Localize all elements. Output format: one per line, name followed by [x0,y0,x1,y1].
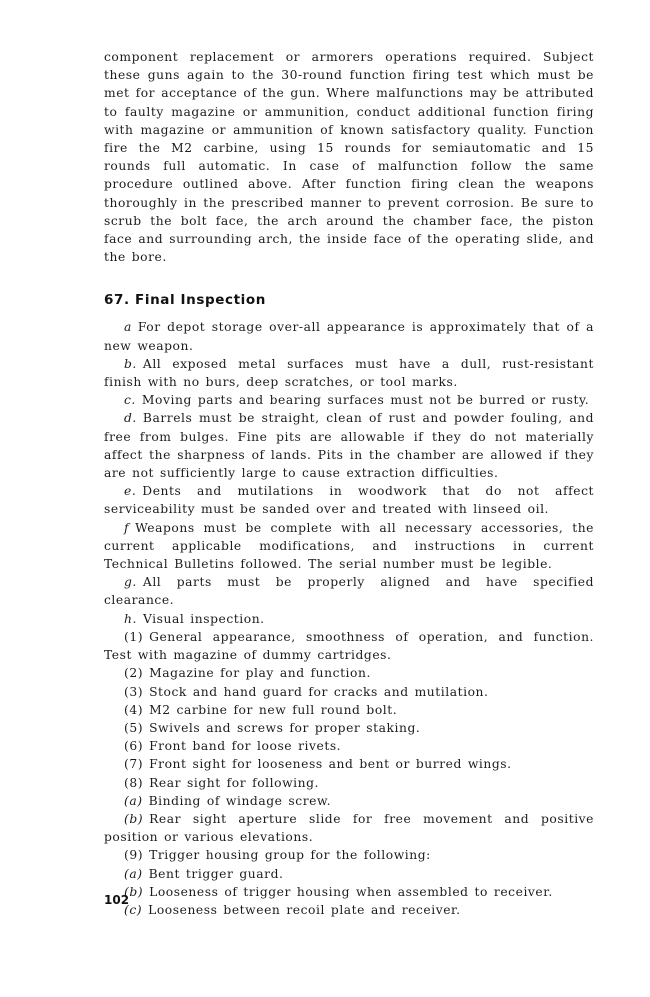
subitem-9c [104,901,594,919]
document-page [104,48,594,919]
subitem-text: Magazine for play and function. [149,666,371,681]
subitem-6 [104,737,594,755]
subitem-label: (b) [124,884,144,899]
paragraph-text: Weapons must be complete with all necessary accessories, the current applicable modifications, and instructions in current Technical Bulletins followed. The serial number must be legible. [104,520,594,572]
subitem-label: (8) [124,775,144,790]
paragraph-d [104,409,594,482]
subitem-label: (2) [124,666,144,681]
paragraph-label: c. [124,393,136,408]
subitem-label: (a) [124,866,143,881]
subitem-1 [104,628,594,664]
section-heading: 67. Final Inspection [104,292,266,309]
subitem-label: (4) [124,702,144,717]
paragraph-text: Moving parts and bearing surfaces must not be burred or rusty. [141,393,590,408]
paragraph-label: h. [124,611,137,626]
subitem-label: (3) [124,684,144,699]
subitem-3 [104,683,594,701]
subitem-text: Trigger housing group for the following: [149,848,431,863]
subitem-text: Looseness of trigger housing when assembled to receiver. [149,884,553,899]
paragraph-text: For depot storage over-all appearance is approximately that of a new weapon. [104,320,594,353]
paragraph-label: e. [124,484,137,499]
subitem-9 [104,846,594,864]
subitem-label: (7) [124,757,144,772]
subitem-2 [104,664,594,682]
paragraph-g [104,573,594,609]
subitem-text: Front sight for looseness and bent or burred wings. [149,757,512,772]
intro-paragraph: component replacement or armorers operations required. Subject these guns again to the 30-round function firing test which must be met for acceptance of the gun. Where malfunctions may be attributed to faulty magazine or ammunition, conduct additional function firing with magazine or ammunition of known satisfactory quality. Function fire the M2 carbine, using 15 rounds for semiautomatic and 15 rounds full automatic. In case of malfunction follow the same procedure outlined above. After function firing clean the weapons thoroughly in the prescribed manner to prevent corrosion. Be sure to scrub the bolt face, the arch around the chamber face, the piston face and surrounding arch, the inside face of the operating slide, and the bore. [104,50,594,265]
paragraph-c [104,391,594,409]
paragraph-e [104,482,594,518]
subitem-label: (6) [124,739,144,754]
subitem-label: (b) [124,811,144,826]
paragraph-text: Barrels must be straight, clean of rust and powder fouling, and free from bulges. Fine pits are allowable if they do not materially affect the sharpness of lands. Pits in the chamber are allowed if they are not sufficiently large to cause extraction difficulties. [104,411,594,481]
subitem-4 [104,701,594,719]
subitem-text: Stock and hand guard for cracks and mutilation. [149,684,489,699]
subitem-9a [104,865,594,883]
subitem-text: M2 carbine for new full round bolt. [149,702,398,717]
subitem-label: (c) [124,902,143,917]
paragraph-text: All exposed metal surfaces must have a dull, rust-resistant finish with no burs, deep scratches, or tool marks. [104,356,594,390]
subitem-text: Binding of windage screw. [148,793,332,808]
subitem-9b [104,883,594,901]
subitem-text: Front band for loose rivets. [149,739,342,754]
subitem-text: Looseness between recoil plate and receiver. [148,902,461,917]
subitem-8 [104,774,594,792]
subitem-8b [104,810,594,846]
paragraph-label: f [124,520,130,535]
paragraph-label: d. [124,411,137,426]
subitem-7 [104,755,594,773]
paragraph-h [104,610,594,628]
subitem-text: Rear sight for following. [149,775,319,790]
paragraph-label: b. [124,356,137,371]
subitem-label: (a) [124,793,143,808]
subitem-label: (1) [124,629,144,644]
paragraph-text: Dents and mutilations in woodwork that do not affect serviceability must be sanded over and treated with linseed oil. [104,484,594,517]
paragraph-b [104,355,594,391]
paragraph-a [104,318,594,354]
paragraph-label: a [124,320,132,335]
subitem-5 [104,719,594,737]
subitem-text: Swivels and screws for proper staking. [149,720,421,735]
subitem-text: General appearance, smoothness of operation, and function. Test with magazine of dummy cartridges. [104,629,594,663]
subitem-8a [104,792,594,810]
paragraph-label: g. [124,575,137,590]
subitem-label: (9) [124,848,144,863]
subitem-label: (5) [124,720,144,735]
paragraph-text: Visual inspection. [142,611,265,626]
subitem-text: Bent trigger guard. [148,866,284,881]
paragraph-text: All parts must be properly aligned and have specified clearance. [104,575,594,608]
page-number: 102 [104,893,130,907]
subitem-text: Rear sight aperture slide for free movement and positive position or various elevations. [104,811,594,845]
paragraph-f [104,519,594,574]
